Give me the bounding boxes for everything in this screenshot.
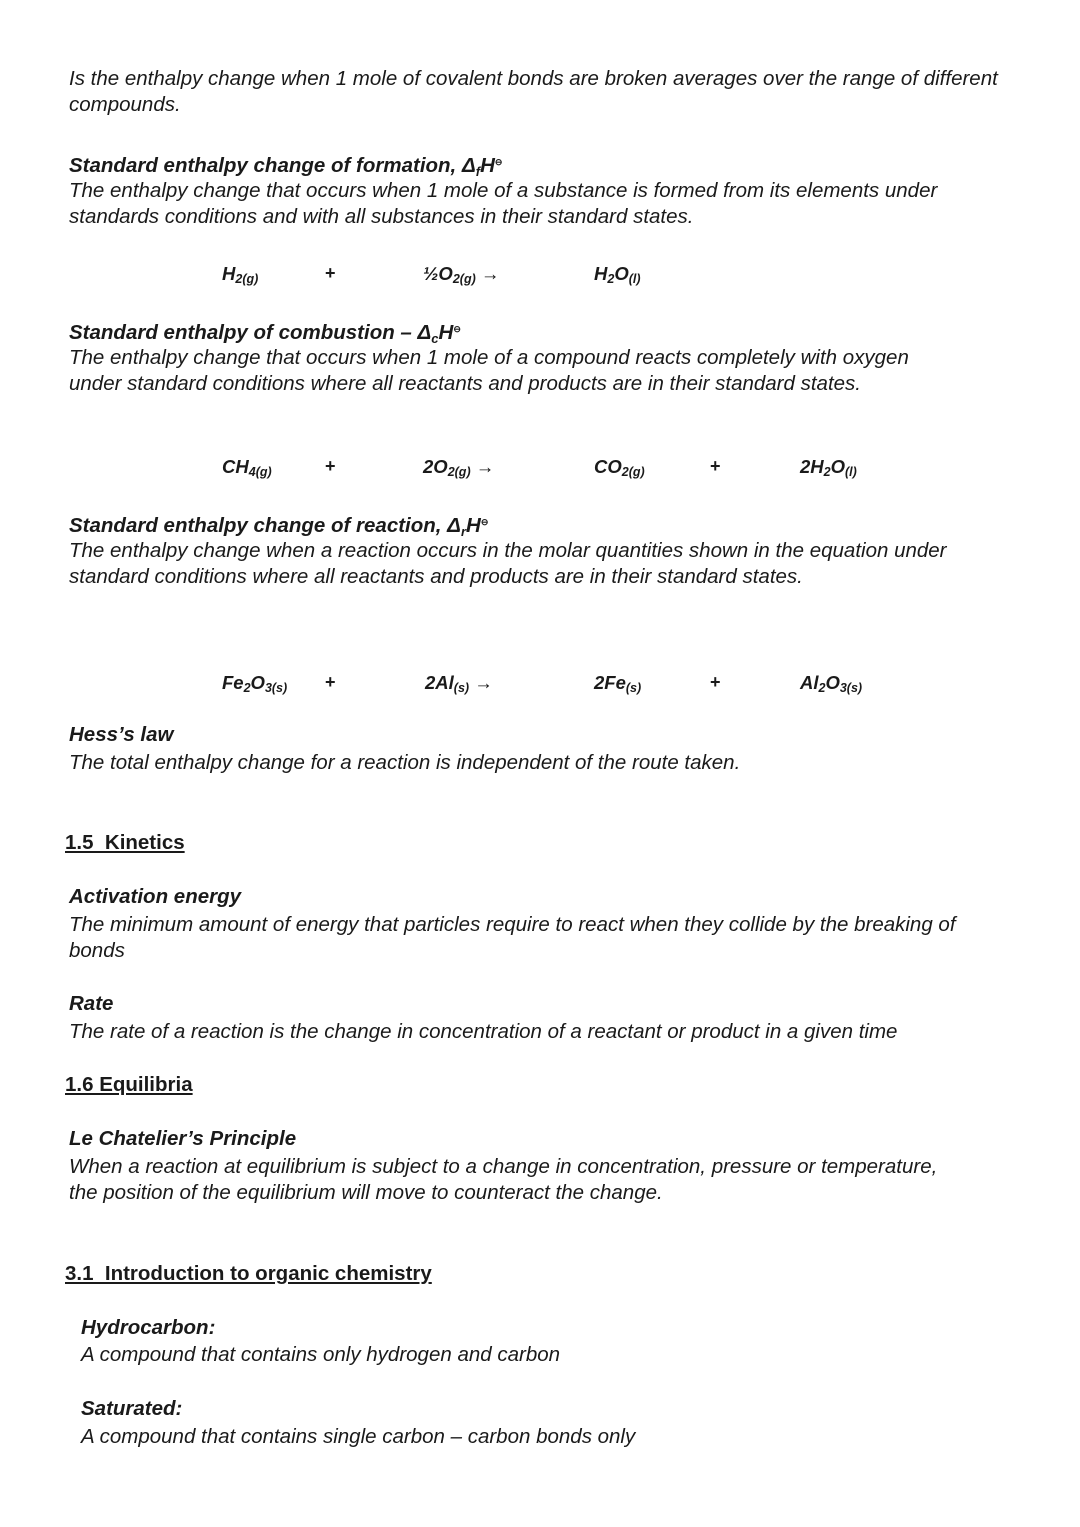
combustion-reactant-1: $CH_{4(g)}$: [222, 456, 272, 479]
formation-heading: Standard enthalpy change of formation, ΔfH⊖: [69, 154, 503, 179]
activation-energy-heading: Activation energy: [69, 885, 242, 908]
organic-section-title: 3.1 Introduction to organic chemistry: [65, 1262, 432, 1285]
hydrocarbon-heading: Hydrocarbon:: [81, 1316, 216, 1339]
formation-product-1: $H_2O_{(l)}$: [594, 263, 641, 286]
combustion-heading: Standard enthalpy of combustion – ΔcH⊖: [69, 321, 461, 346]
reaction-product-2: $Al_2O_{3(s)}$: [800, 672, 863, 695]
rate-heading: Rate: [69, 992, 114, 1015]
reaction-plus-1: +: [325, 672, 336, 692]
hydrocarbon-definition: A compound that contains only hydrogen and carbon: [81, 1343, 561, 1366]
reaction-heading: Standard enthalpy change of reaction, ΔrH⊖: [69, 514, 489, 539]
arrow-icon: →: [475, 456, 495, 477]
hess-heading: Hess’s law: [69, 723, 174, 746]
formation-plus: +: [325, 263, 336, 283]
reaction-plus-2: +: [710, 672, 721, 692]
combustion-product-1: $CO_{2(g)}$: [594, 456, 645, 479]
hess-definition: The total enthalpy change for a reaction is independent of the route taken.: [69, 751, 741, 774]
reaction-definition: The enthalpy change when a reaction occurs in the molar quantities shown in the equation under standard conditions where all reactants and products are in their standard states.: [69, 539, 947, 588]
reaction-reactant-1: $Fe_2O_{3(s)}$: [222, 672, 288, 695]
reaction-reactant-2: $2Al_{(s)}$ →: [425, 672, 493, 695]
arrow-icon: →: [480, 263, 500, 284]
combustion-reactant-2: $2O_{2(g)}$ →: [423, 456, 495, 479]
combustion-definition: The enthalpy change that occurs when 1 mole of a compound reacts completely with oxygen under standard conditions where all reactants and products are in their standard states.: [69, 346, 909, 395]
le-chatelier-heading: Le Chatelier’s Principle: [69, 1127, 297, 1150]
formation-reactant-1: $H_{2(g)}$: [222, 263, 259, 286]
saturated-heading: Saturated:: [81, 1397, 183, 1420]
saturated-definition: A compound that contains single carbon – carbon bonds only: [81, 1425, 636, 1448]
activation-energy-definition: The minimum amount of energy that particles require to react when they collide by the breaking of bonds: [69, 913, 956, 962]
formation-reactant-2: $\frac{1}{2}O_{2(g)}$ →: [423, 263, 500, 286]
reaction-product-1: $2Fe_{(s)}$: [594, 672, 642, 695]
combustion-plus-1: +: [325, 456, 336, 476]
formation-definition: The enthalpy change that occurs when 1 mole of a substance is formed from its elements under standards conditions and with all substances in their standard states.: [69, 179, 938, 228]
combustion-product-2: $2H_2O_{(l)}$: [800, 456, 857, 479]
arrow-icon: →: [474, 672, 493, 693]
kinetics-section-title: 1.5 Kinetics: [65, 831, 185, 854]
combustion-plus-2: +: [710, 456, 721, 476]
bond-enthalpy-definition: Is the enthalpy change when 1 mole of covalent bonds are broken averages over the range of different compounds.: [69, 67, 998, 116]
rate-definition: The rate of a reaction is the change in concentration of a reactant or product in a given time: [69, 1020, 898, 1043]
le-chatelier-definition: When a reaction at equilibrium is subject to a change in concentration, pressure or temperature, the position of the equilibrium will move to counteract the change.: [69, 1155, 938, 1204]
equilibria-section-title: 1.6 Equilibria: [65, 1073, 193, 1096]
